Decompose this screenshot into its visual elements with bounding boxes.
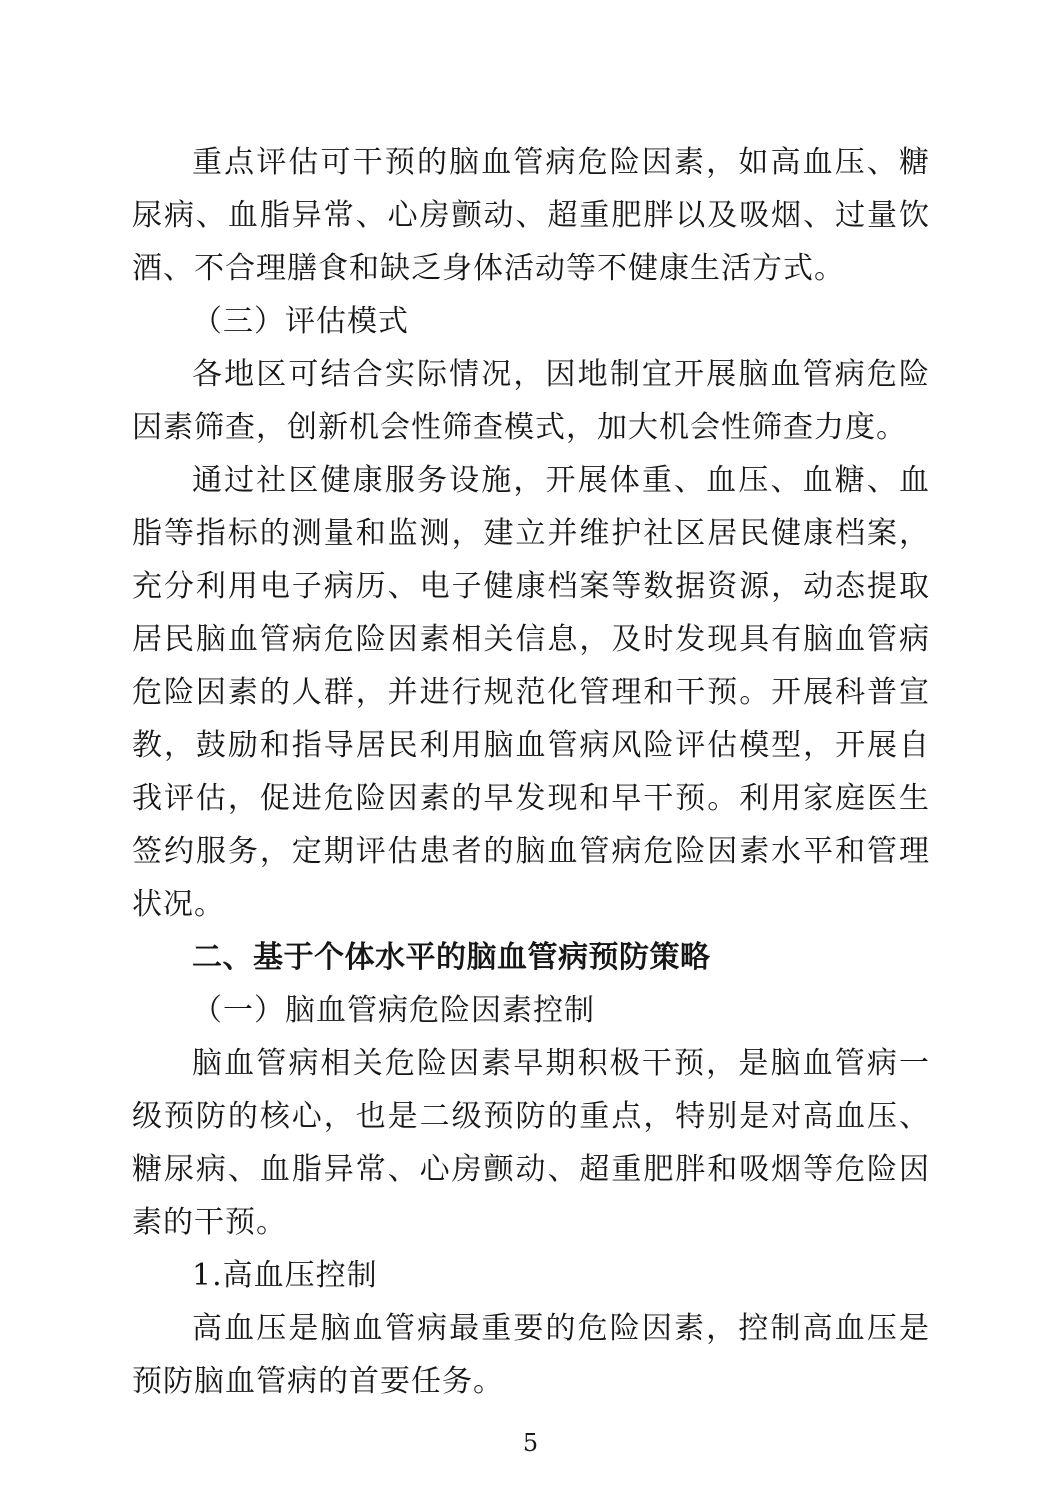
paragraph-regional-screening: 各地区可结合实际情况，因地制宜开展脑血管病危险因素筛查，创新机会性筛查模式，加大机会性筛查力度。 [132,357,930,445]
heading-risk-factor-control: （一）脑血管病危险因素控制 [192,993,595,1028]
paragraph-hypertension: 高血压是脑血管病最重要的危险因素，控制高血压是预防脑血管病的首要任务。 [132,1311,930,1399]
document-body [132,136,930,1408]
paragraph-risk-factors: 重点评估可干预的脑血管病危险因素，如高血压、糖尿病、血脂异常、心房颤动、超重肥胖以及吸烟、过量饮酒、不合理膳食和缺乏身体活动等不健康生活方式。 [132,145,930,286]
heading-individual-strategy: 二、基于个体水平的脑血管病预防策略 [192,940,711,975]
paragraph-early-intervention: 脑血管病相关危险因素早期积极干预，是脑血管病一级预防的核心，也是二级预防的重点，特别是对高血压、糖尿病、血脂异常、心房颤动、超重肥胖和吸烟等危险因素的干预。 [132,1046,930,1240]
paragraph-community-services: 通过社区健康服务设施，开展体重、血压、血糖、血脂等指标的测量和监测，建立并维护社区居民健康档案，充分利用电子病历、电子健康档案等数据资源，动态提取居民脑血管病危险因素相关信息，及时发现具有脑血管病危险因素的人群，并进行规范化管理和干预。开展科普宣教，鼓励和指导居民利用脑血管病风险评估模型，开展自我评估，促进危险因素的早发现和早干预。利用家庭医生签约服务，定期评估患者的脑血管病危险因素水平和管理状况。 [132,463,930,922]
heading-assessment-mode: （三）评估模式 [192,304,409,339]
page-number: 5 [522,1429,539,1457]
heading-hypertension-control: 1.高血压控制 [192,1258,378,1293]
